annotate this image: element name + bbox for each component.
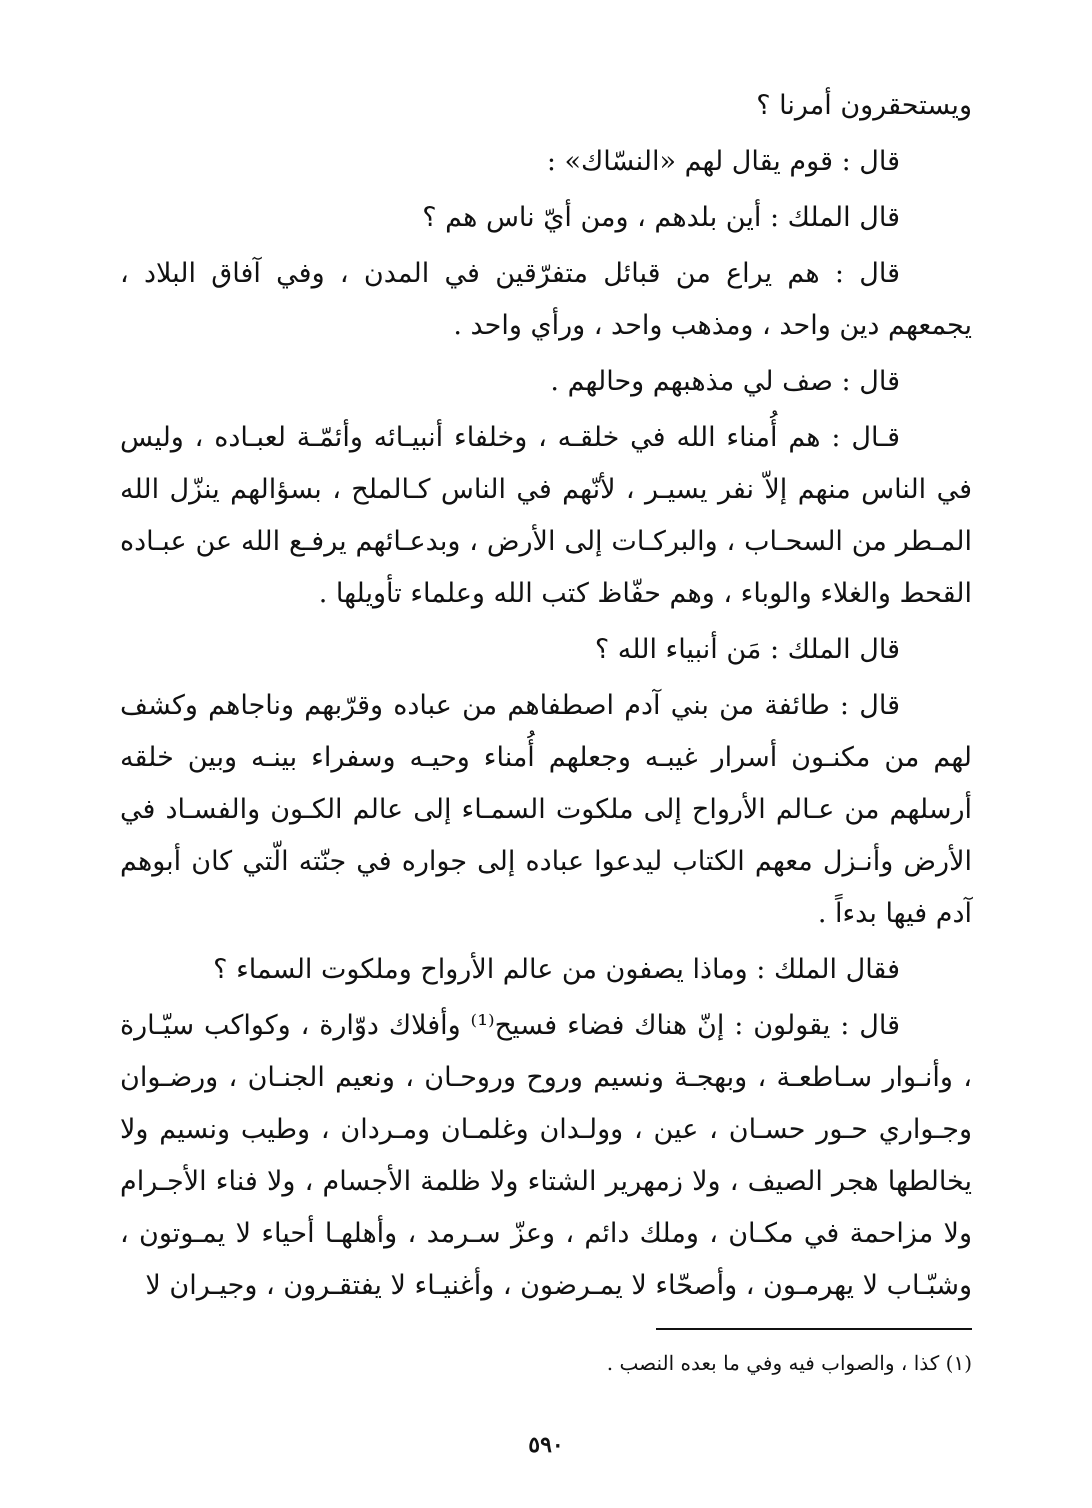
paragraph-2: قال : قوم يقال لهم «النسّاك» :: [546, 146, 900, 177]
paragraph-9: فقال الملك : وماذا يصفون من عالم الأرواح وملكوت السماء ؟: [213, 954, 900, 985]
paragraph-4: قال : هم يراع من قبائل متفرّقين في المدن ، وفي آفاق البلاد ، يجمعهم دين واحد ، ومذهب واحد ، ورأي واحد .: [120, 258, 972, 341]
paragraph-8: قال : طائفة من بني آدم اصطفاهم من عباده وقرّبهم وناجاهم وكشف لهم من مكنـون أسرار غيبـه وجعلهم أُمناء وحيـه وسفراء بينـه وبين خلقه أرسلهم من عـالم الأرواح إلى ملكوت السمـاء إلى عالم الكـون والفسـاد في الأرض وأنـزل معهم الكتاب ليدعوا عباده إلى جواره في جنّته الّتي كان أبوهم آدم فيها بدءاً .: [120, 690, 972, 929]
book-page: [120, 80, 972, 1480]
footnote: (١) كذا ، والصواب فيه وفي ما بعده النصب .: [606, 1351, 972, 1375]
paragraph-3: قال الملك : أين بلدهم ، ومن أيّ ناس هم ؟: [422, 202, 900, 233]
paragraph-7: قال الملك : مَن أنبياء الله ؟: [594, 634, 900, 665]
paragraph-1: ويستحقرون أمرنا ؟: [756, 90, 972, 121]
paragraph-5: قال : صف لي مذهبهم وحالهم .: [550, 366, 900, 397]
footnote-divider: [656, 1328, 972, 1330]
paragraph-10: قال : يقولون : إنّ هناك فضاء فسيح⁽¹⁾ وأفلاك دوّارة ، وكواكب سيّـارة ، وأنـوار سـاطعـة ، وبهجـة ونسيم وروح وروحـان ، ونعيم الجنـان ، ورضـوان وجـواري حـور حسـان ، عين ، وولـدان وغلمـان ومـردان ، وطيب ونسيم ولا يخالطها هجر الصيف ، ولا زمهرير الشتاء ولا ظلمة الأجسام ، ولا فناء الأجـرام ولا مزاحمة في مكـان ، وملك دائم ، وعزّ سـرمد ، وأهلهـا أحياء لا يمـوتون ، وشبّـاب لا يهرمـون ، وأصحّاء لا يمـرضون ، وأغنيـاء لا يفتقـرون ، وجيـران لا: [120, 1010, 972, 1301]
paragraph-6: قـال : هم أُمناء الله في خلقـه ، وخلفاء أنبيـائه وأئمّـة لعبـاده ، وليس في الناس منهم إلاّ نفر يسيـر ، لأنّهم في الناس كـالملح ، بسؤالهم ينزّل الله المـطر من السحـاب ، والبركـات إلى الأرض ، وبدعـائهم يرفـع الله عن عبـاده القحط والغلاء والوباء ، وهم حفّاظ كتب الله وعلماء تأويلها .: [120, 422, 972, 609]
page-number: ٥٩٠: [528, 1432, 564, 1458]
main-text: [120, 80, 972, 1312]
